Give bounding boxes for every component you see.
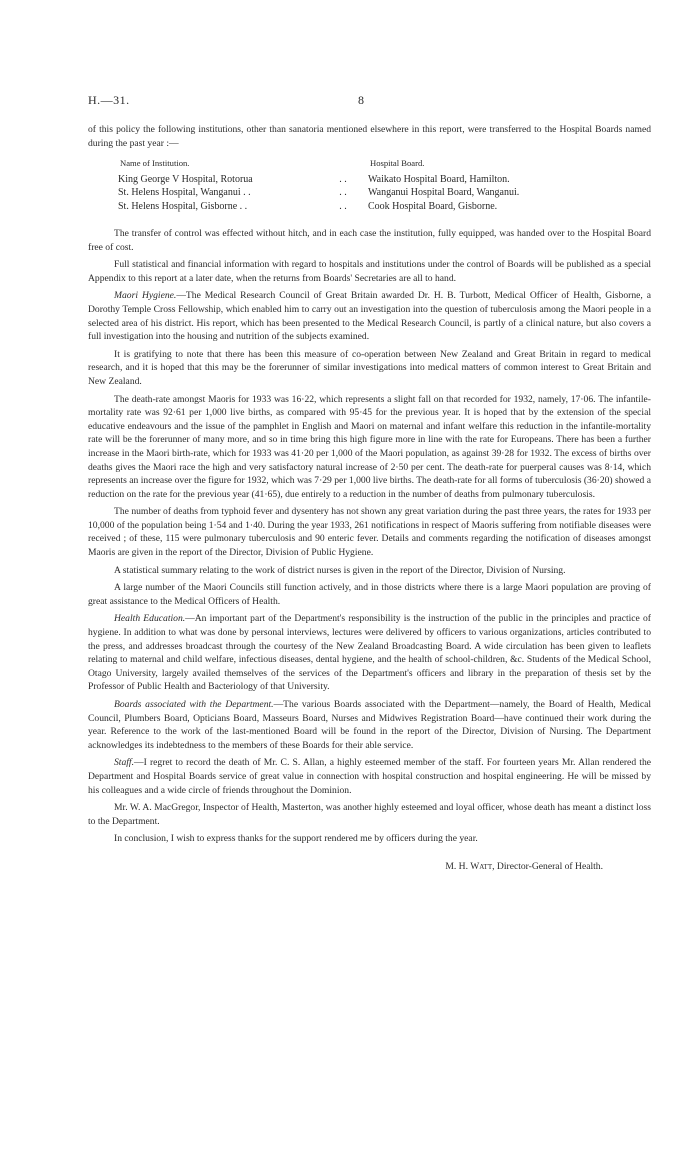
institution-name: St. Helens Hospital, Gisborne . . [118,200,248,212]
paragraph-text: —I regret to record the death of Mr. C. S. Allan, a highly esteemed member of the staff. For fourteen years Mr. Allan rendered the Department and Hospital Boards service of great value in connection with hospital construction and hospital engineering. He will be missed by his colleagues and a wide circle of friends throughout the Dominion. [88,757,651,796]
paragraph-text: —The various Boards associated with the Department—namely, the Board of Health, Medical Council, Plumbers Board, Opticians Board, Masseurs Board, Nurses and Midwives Registration Board—have continued their work during the year. Reference to the work of the last-mentioned Board will be found in the report of the Director, Division of Nursing. The Department acknowledges its indebtedness to the members of these Boards for their able service. [88,699,651,751]
body-paragraph [88,832,651,846]
intro-paragraph: of this policy the following institutions, other than sanatoria mentioned elsewhere in this report, were transferred to the Hospital Boards named during the past year :— [88,124,651,149]
body-paragraph [88,258,651,285]
leader-dots: . . [339,187,347,199]
paragraph-text: —An important part of the Department's responsibility is the instruction of the public in the principles and practice of hygiene. In addition to what was done by personal interviews, lectures were delivered by officers to various organizations, articles contributed to the press, and addresses broadcast through the courtesy of the New Zealand Broadcasting Board. A wide circulation has been given to leaflets relating to maternal and child welfare, infectious diseases, dental hygiene, and the health of school-children, &c. Students of the Medical School, Otago University, largely availed themselves of the services of the Department's officers and library in the preparation of thesis set by the Professor of Public Health and Bacteriology of that University. [88,613,652,693]
leader-dots: . . [339,200,347,212]
body-paragraph [88,289,651,343]
page-number: 8 [358,93,365,107]
hospital-board-name: Cook Hospital Board, Gisborne. [368,200,498,212]
body-paragraph [88,227,651,254]
table-body [118,173,651,213]
document-code: H.—31. [88,93,130,107]
table-header [118,157,651,171]
paragraph-text: The death-rate amongst Maoris for 1933 was 16·22, which represents a slight fall on that recorded for 1932, namely, 17·06. The infantile-mortality rate was 92·61 per 1,000 live births, as compared with 95·45 for the previous year. It is hoped that by the extension of the special educative endeavours and the issue of the pamphlet in English and Maori on maternal and infant welfare this reduction in the infantile-mortality rate will be the forerunner of many more, and so in time bring this high figure more in line with the rate for Europeans. There has been a further increase in the Maori birth-rate, which for 1933 was 41·20 per 1,000 of the Maori population, as against 39·28 for 1932. The excess of births over deaths gives the Maori race the high and very satisfactory natural increase of 2·50 per cent. The death-rate for puerperal causes was 8·14, which represents an increase over the figure for 1932, which was 7·29 per 1,000 live births. The death-rate for all forms of tuberculosis (36·20) showed a reduction on the rate for the previous year (41·65), due entirely to a reduction in the number of deaths from pulmonary tuberculosis. [88,393,651,500]
body-paragraph [88,505,651,559]
body-paragraph [88,756,651,797]
body-paragraph [88,348,651,389]
institution-name: King George V Hospital, Rotorua [118,173,253,185]
paragraphs [88,227,651,846]
body-paragraph [88,564,651,578]
body-paragraph [88,393,651,502]
paragraph-text: A statistical summary relating to the work of district nurses is given in the report of the Director, Division of Nursing. [114,564,566,576]
paragraph-text: A large number of the Maori Councils still function actively, and in those districts where there is a large Maori population are proving of great assistance to the Medical Officers of Health. [88,582,651,607]
body-paragraph [88,581,651,608]
paragraph-text: Full statistical and financial information with regard to hospitals and institutions under the control of Boards will be published as a special Appendix to this report at a later date, when the returns from Boards' Secretaries are all to hand. [88,259,651,284]
signature-name: M. H. Watt [445,860,493,872]
table-row [118,173,651,186]
leader-dots: . . [339,173,347,185]
institution-name: St. Helens Hospital, Wanganui . . [118,187,251,199]
paragraph-lead: Staff. [114,757,134,769]
column-header-institution: Name of Institution. [120,158,190,169]
hospital-board-name: Waikato Hospital Board, Hamilton. [368,173,510,185]
paragraph-lead: Boards associated with the Department. [114,699,274,710]
paragraph-lead: Health Education. [114,613,186,625]
body-paragraph [88,801,651,828]
document-body [88,123,651,874]
paragraph-lead: Maori Hygiene. [114,290,177,302]
paragraph-text: —The Medical Research Council of Great Britain awarded Dr. H. B. Turbott, Medical Officer of Health, Gisborne, a Dorothy Temple Cross Fellowship, which enabled him to carry out an investigation into the question of tuberculosis among the Maori people in a selected area of his district. His report, which has been presented to the Medical Research Council, is partly of a clinical nature, but also covers a full investigation into the housing and nutrition of the subjects examined. [88,290,651,343]
institutions-table [118,157,651,213]
paragraph-text: The transfer of control was effected without hitch, and in each case the institution, fully equipped, was handed over to the Hospital Board free of cost. [88,228,651,253]
paragraph-text: It is gratifying to note that there has been this measure of co-operation between New Zealand and Great Britain in regard to medical research, and it is hoped that this may be the forerunner of similar investigations into medical matters of common interest to Great Britain and New Zealand. [88,348,651,387]
signature-title: , Director-General of Health. [492,860,603,872]
paragraph-text: Mr. W. A. MacGregor, Inspector of Health, Masterton, was another highly esteemed and loyal officer, whose death has meant a distinct loss to the Department. [88,802,651,827]
paragraph-text: In conclusion, I wish to express thanks for the support rendered me by officers during the year. [114,833,478,845]
column-header-board: Hospital Board. [370,158,425,169]
signature [88,860,651,874]
table-row [118,186,651,199]
paragraph-text: The number of deaths from typhoid fever and dysentery has not shown any great variation during the past three years, the rates for 1933 per 10,000 of the population being 1·54 and 1·40. During the year 1933, 261 notifications in respect of Maoris suffering from notifiable diseases were received ; of these, 115 were pulmonary tuberculosis and 90 enteric fever. Details and comments regarding the notification of diseases amongst Maoris are given in the report of the Director, Division of Public Hygiene. [88,506,651,559]
body-paragraph [88,698,651,752]
body-paragraph [88,612,651,694]
hospital-board-name: Wanganui Hospital Board, Wanganui. [368,187,520,199]
table-row [118,200,651,213]
